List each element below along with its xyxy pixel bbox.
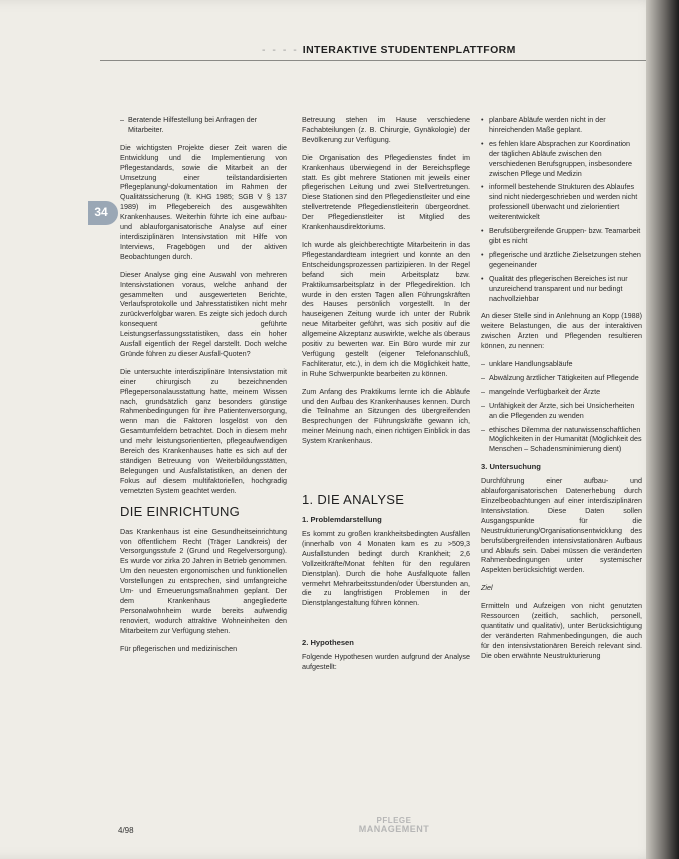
page-tab-number: 34 — [94, 205, 108, 219]
paragraph: Die wichtigsten Projekte dieser Zeit waren die Entwicklung und die Implementierung von Pflegestandards, sowie die Mitarbeit an der Umsetzung einer teilstandardisierten Pflegeplanung/-dokumentation im Rahmen der Qualitätssicherung (lt. KHG 1985; SGB V § 137 1989) im Pflegebereich des ausgewählten Krankenhauses. Weiterhin führte ich eine aufbau- und ablauforganisatorische Analyse auf einer interdisziplinären Intensivstation mit Hilfe von Interviews, Fragebögen und der aktiven Beobachtungen durch. — [120, 142, 287, 261]
list-item: – unklare Handlungsabläufe — [481, 359, 642, 369]
list-item: – Unfähigkeit der Ärzte, sich bei Unsicherheiten an die Pflegenden zu wenden — [481, 401, 642, 421]
paragraph: Ich wurde als gleichberechtigte Mitarbeiterin in das Pflegestandardteam integriert und konnte an den Entscheidungsprozessen partizipieren. In der Regel befand sich mein Arbeitsplatz bzw. Praktikumsarbeitsplatz in der Pflegedirektion. Ich wurde in den ersten Tagen allen Führungskräften des Hauses persönlich vorgestellt. In der hauseigenen Zeitung wurde ich unter der Rubrik neue Mitarbeiter geführt, was sich positiv auf die allgemeine Akzeptanz auswirkte, welche als überaus positiv zu bewerten war. Ein Büro wurde mir zur Verfügung gestellt (eigener Telefonanschluß, Fachliteratur, etc.), in dem ich die Möglichkeit hatte, in Ruhe Schwerpunkte bearbeiten zu können. — [302, 239, 470, 378]
dash-list — [481, 359, 642, 454]
header-dashes: - - - - — [262, 44, 299, 56]
paragraph: Die Organisation des Pflegedienstes findet im Krankenhaus überwiegend in der Bereichspflege statt. Es gibt mehrere Stationen mit jeweils einer pflegerischen Leitung und zwei Stellvertretungen. Diese Stationen sind den Pflegedienstleiter und eine stellvertretende Pflegedienstleiterin übergeordnet. Der Pflegedienstleiter ist Mitglied des Krankenhausdirektoriums. — [302, 152, 470, 232]
paragraph: Ermitteln und Aufzeigen von nicht genutzten Ressourcen (zeitlich, sachlich, personell, quantitativ und qualitativ), unter Berücksichtigung der veränderten Rahmenbedingungen, die auch für den intensivstationären Bereich relevant sind. Die oben erwähnte Neustrukturierung — [481, 601, 642, 660]
subsection-heading: 3. Untersuchung — [481, 462, 541, 472]
bullet-list — [481, 115, 642, 303]
header-rule — [100, 60, 646, 61]
column-2 — [302, 115, 470, 680]
ziel-label: Ziel — [481, 583, 493, 593]
paragraph: Zum Anfang des Praktikums lernte ich die Abläufe und den Aufbau des Krankenhauses kennen. Durch die Teilnahme an Sitzungen des übergreifenden Besprechungen der Führungskräfte gewann ich, meiner Meinung nach, einen richtigen Einblick in das System Krankenhaus. — [302, 386, 470, 446]
paragraph: Durchführung einer aufbau- und ablauforganisatorischen Datenerhebung durch Einzelbeobachtungen auf einer interdisziplinären Intensivstation. Diese Daten sollen Ausgangspunkte für die Neustrukturierung/Organisationsentwicklung des berufsübergreifenden intensivstationären Aufbaus und Ablaufs sein. Dabei müssen die veränderten Rahmenbedingungen unter systemischer Aspekten berücksichtigt werden. — [481, 476, 642, 575]
subsection-heading: 2. Hypothesen — [302, 638, 354, 648]
magazine-logo — [354, 817, 434, 833]
subsection-heading: 1. Problemdarstellung — [302, 515, 382, 525]
section-heading: DIE EINRICHTUNG — [120, 503, 241, 519]
paragraph: Folgende Hypothesen wurden aufgrund der Analyse aufgestellt: — [302, 652, 470, 672]
paragraph: Für pflegerischen und medizinischen — [120, 643, 238, 653]
logo-top: PFLEGE — [376, 816, 412, 825]
list-item: – ethisches Dilemma der naturwissenschaftlichen Möglichkeiten in der Humanität (Möglichkeit des Menschen – Schadensminimierung dient) — [481, 425, 642, 455]
list-item: • Berufsübergreifende Gruppen- bzw. Teamarbeit gibt es nicht — [481, 226, 642, 246]
column-3 — [481, 115, 642, 669]
list-item: – Abwälzung ärztlicher Tätigkeiten auf Pflegende — [481, 373, 642, 383]
list-item: • informell bestehende Strukturen des Ablaufes sind nicht niedergeschrieben und werden nicht professionell überwacht und zielorientiert weiterentwickelt — [481, 182, 642, 222]
logo-bottom: MANAGEMENT — [358, 824, 430, 834]
page-number: 4/98 — [118, 826, 134, 835]
paragraph: An dieser Stelle sind in Anlehnung an Kopp (1988) weitere Belastungen, die aus der interaktiven zwischen Ärzten und Pflegenden resultieren können, zu nennen: — [481, 311, 642, 351]
list-item: • pflegerische und ärztliche Zielsetzungen stehen gegeneinander — [481, 250, 642, 270]
section-heading: 1. DIE ANALYSE — [302, 492, 405, 508]
book-spine — [646, 0, 679, 859]
intro-list — [120, 115, 287, 135]
header-title: INTERAKTIVE STUDENTENPLATTFORM — [302, 44, 516, 56]
paragraph: Die untersuchte interdisziplinäre Intensivstation mit einer chirurgisch zu bezeichnenden Pflegepersonalausstattung hatte, meinem Wissen nach, grundsätzlich ganz besonders günstige Rahmenbedingungen für ihre Patientenversorgung, wenn man die Faktoren losgelöst von den Gesamtumfeldern betrachtet. Doch in diesem mehr und mehr leistungsorientierten, pflegeaufwendigen Bereich des Krankenhauses hatte es sich auf der ständigen Betreuung von Weiterbildungsstätten, Belegungen und Ausfallstatistiken, an denen der Fokus auf diesem multifaktoriellen, hochgradig vernetzten System geachtet werden. — [120, 366, 287, 495]
paragraph: Dieser Analyse ging eine Auswahl von mehreren Intensivstationen voraus, welche anhand der gesammelten und ausgewerteten Berichte, Verlaufsprotokolle und Jahresstatistiken nicht mehr zurückverfolgbar waren. Es zeigte sich jedoch durch konsequent geführte Leistungserfassungsstatistiken, dass ein hoher Ausfall eigentlich der Regel darstellt. Doch welche Gründe führen zu dieser Ausfall-Quoten? — [120, 269, 287, 358]
column-1 — [120, 115, 287, 662]
paragraph: Es kommt zu großen krankheitsbedingten Ausfällen (innerhalb von 4 Monaten kam es zu >509,3 Ausfallstunden bedingt durch Krankheit; 2,6 Vollzeitkräfte/Monat fehlten für den regulären Dienstplan). Durch die hohe Ausfallquote fallen vermehrt Mehrarbeitsstunden/oder Überstunden an, die zu langfristigen Problemen in der Dienstplangestaltung führen können. — [302, 529, 470, 608]
list-item: – Beratende Hilfestellung bei Anfragen der Mitarbeiter. — [120, 115, 287, 135]
paragraph: Das Krankenhaus ist eine Gesundheitseinrichtung von öffentlichem Recht (Träger Landkreis) der Versorgungsstufe 2 (Grund und Regelversorgung). Es wurde vor zirka 20 Jahren in Betrieb genommen. Um den neuesten ergonomischen und funktionellen Vorstellungen zu entsprechen, sind umfangreiche Um- und Erneuerungsmaßnahmen geplant. Der dem Krankenhaus angegliederte Personalwohnheim wurde bereits aufwendig renoviert, wodurch attraktive Wohneinheiten den Mitarbeitern zur Verfügung stehen. — [120, 526, 287, 635]
list-item: • Qualität des pflegerischen Bereiches ist nur unzureichend transparent und nur bedingt nachvollziehbar — [481, 274, 642, 304]
list-item: • es fehlen klare Absprachen zur Koordination der täglichen Abläufe zwischen den verschiedenen Berufsgruppen, insbesondere zwischen Pflege und Medizin — [481, 139, 642, 179]
list-item: • planbare Abläufe werden nicht in der hinreichenden Maße geplant. — [481, 115, 642, 135]
page-tab-marker — [88, 201, 118, 225]
list-item: – mangelnde Verfügbarkeit der Ärzte — [481, 387, 642, 397]
spacer — [302, 616, 470, 636]
paragraph: Betreuung stehen im Hause verschiedene Fachabteilungen (z. B. Chirurgie, Gynäkologie) der Bevölkerung zur Verfügung. — [302, 115, 470, 144]
spacer — [302, 454, 470, 488]
page-header — [262, 44, 646, 60]
